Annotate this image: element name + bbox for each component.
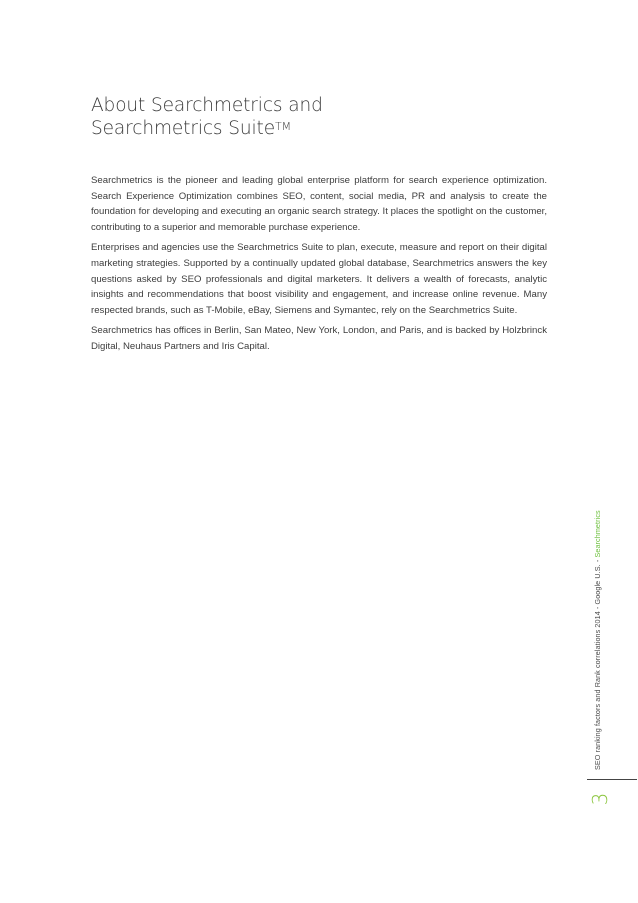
page-number: 3 bbox=[588, 792, 612, 806]
body-text bbox=[91, 173, 547, 360]
side-caption bbox=[593, 495, 602, 770]
title-line-2: Searchmetrics Suite bbox=[91, 118, 275, 139]
paragraph-suite: Enterprises and agencies use the Searchmetrics Suite to plan, execute, measure and report on their digital marketing strategies. Supported by a continually updated global database, Searchmetrics answers the key questions asked by SEO professionals and digital marketers. It delivers a wealth of forecasts, analytic insights and recommendations that boost visibility and engagement, and increase online revenue. Many respected brands, such as T-Mobile, eBay, Siemens and Symantec, rely on the Searchmetrics Suite. bbox=[91, 242, 547, 316]
side-brand: Searchmetrics bbox=[593, 510, 602, 558]
paragraph-offices: Searchmetrics has offices in Berlin, San Mateo, New York, London, and Paris, and is backed by Holzbrinck Digital, Neuhaus Partners and Iris Capital. bbox=[91, 325, 547, 352]
paragraph-intro: Searchmetrics is the pioneer and leading global enterprise platform for search experience optimization. Search Experience Optimization combines SEO, content, social media, PR and analysis to create the foundation for developing and executing an organic search strategy. It places the spotlight on the customer, contributing to a superior and memorable purchase experience. bbox=[91, 175, 547, 233]
page-title bbox=[91, 94, 511, 140]
footer-divider bbox=[587, 779, 637, 780]
trademark-superscript: TM bbox=[275, 120, 292, 133]
side-running-header bbox=[587, 495, 607, 770]
title-line-1: About Searchmetrics and bbox=[91, 95, 323, 116]
side-caption-text: SEO ranking factors and Rank correlations 2014 - Google U.S. - bbox=[593, 559, 602, 770]
